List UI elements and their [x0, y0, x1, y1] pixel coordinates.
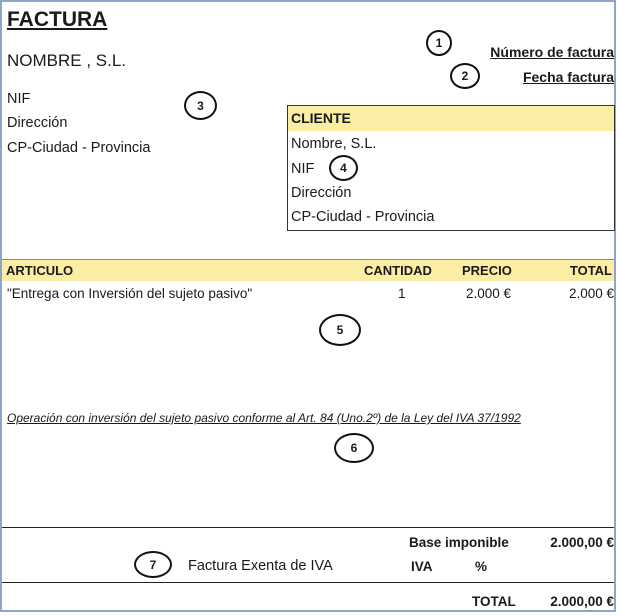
header-price: PRECIO [462, 263, 512, 278]
exempt-text: Factura Exenta de IVA [188, 558, 333, 574]
iva-percent: % [475, 559, 488, 574]
header-quantity: CANTIDAD [364, 263, 432, 278]
client-name: Nombre, S.L. [291, 136, 377, 152]
marker-3: 3 [184, 91, 217, 120]
marker-7: 7 [134, 551, 172, 578]
iva-label: IVA [411, 559, 433, 574]
row-price: 2.000 € [466, 286, 512, 301]
items-table-header [2, 259, 614, 281]
issuer-name: NOMBRE , S.L. [7, 51, 127, 70]
issuer-city: CP-Ciudad - Provincia [7, 140, 151, 156]
header-total: TOTAL [569, 263, 612, 278]
total-label: TOTAL [472, 594, 516, 609]
issuer-address: Dirección [7, 115, 68, 131]
client-header: CLIENTE [288, 106, 614, 131]
reverse-charge-note: Operación con inversión del sujeto pasivo conforme al Art. 84 (Uno.2º) de la Ley del IVA 37/1992 [7, 411, 521, 425]
client-city: CP-Ciudad - Provincia [291, 209, 435, 225]
base-value: 2.000,00 € [550, 535, 614, 550]
invoice-date-label: Fecha factura [522, 69, 614, 85]
client-nif: NIF [291, 161, 315, 177]
marker-5: 5 [319, 314, 361, 346]
client-address: Dirección [291, 185, 352, 201]
base-label: Base imponible [409, 535, 509, 550]
header-article: ARTICULO [6, 263, 74, 278]
issuer-nif: NIF [7, 91, 31, 107]
marker-2: 2 [450, 63, 480, 89]
marker-4: 4 [329, 155, 358, 181]
marker-6: 6 [334, 433, 374, 463]
row-article: "Entrega con Inversión del sujeto pasivo" [7, 286, 253, 301]
totals-bottom-divider [2, 582, 614, 583]
marker-1: 1 [426, 30, 452, 56]
invoice-title: FACTURA [7, 8, 108, 31]
totals-top-divider [2, 527, 614, 528]
total-value: 2.000,00 € [550, 594, 614, 609]
invoice-number-label: Número de factura [490, 44, 614, 60]
row-total: 2.000 € [568, 286, 614, 301]
row-quantity: 1 [398, 286, 406, 301]
